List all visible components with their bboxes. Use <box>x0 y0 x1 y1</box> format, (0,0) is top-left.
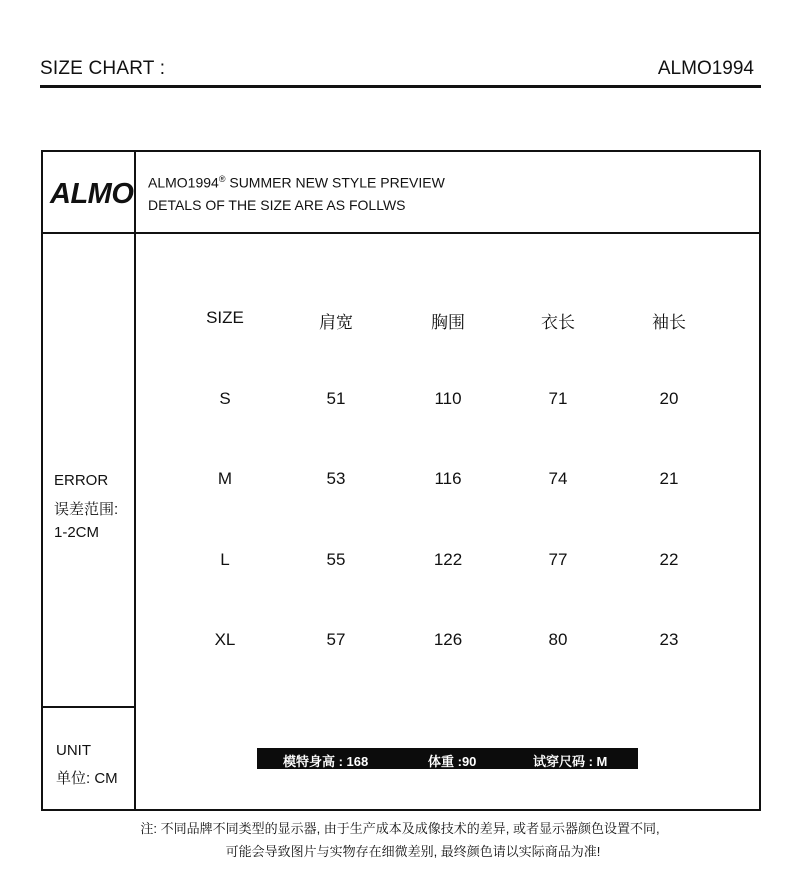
table-cell: 51 <box>326 389 346 408</box>
header-divider <box>40 85 761 88</box>
unit-label: UNIT <box>56 742 91 759</box>
table-cell: 57 <box>326 630 346 649</box>
disclaimer-line-1: 注: 不同品牌不同类型的显示器, 由于生产成本及成像技术的差异, 或者显示器颜色设置不同, <box>140 821 660 836</box>
table-cell: 122 <box>433 550 463 569</box>
model-size: 试穿尺码 : M <box>533 754 608 769</box>
brand-name: ALMO1994 <box>657 58 754 79</box>
model-info-bar <box>257 748 638 769</box>
table-cell: M <box>217 469 233 488</box>
disclaimer-line-2: 可能会导致图片与实物存在细微差别, 最终颜色请以实际商品为准! <box>225 844 601 859</box>
table-cell: 77 <box>548 550 568 569</box>
brand-logo: ALMO <box>50 178 134 210</box>
frame-vertical-divider <box>134 152 136 809</box>
table-cell: 116 <box>434 469 462 488</box>
table-cell: 53 <box>326 469 346 488</box>
frame-header-divider <box>43 232 759 234</box>
table-header-chest: 胸围 <box>431 313 465 332</box>
table-header-length: 衣长 <box>541 313 575 332</box>
table-header-shoulder: 肩宽 <box>319 313 353 332</box>
table-cell: 20 <box>659 389 679 408</box>
table-cell: 126 <box>433 630 463 649</box>
registered-mark: ® <box>218 174 226 184</box>
error-label: ERROR <box>54 472 109 489</box>
table-header-sleeve: 袖长 <box>652 313 686 332</box>
frame-unit-divider <box>43 706 135 708</box>
intro-brand: ALMO1994 <box>148 174 219 191</box>
intro-line-1 <box>148 174 445 191</box>
table-cell: 74 <box>548 469 568 488</box>
table-cell: 71 <box>548 389 568 408</box>
table-header-size: SIZE <box>206 308 244 327</box>
table-cell: 55 <box>326 550 346 569</box>
table-cell: L <box>220 550 230 569</box>
table-cell: 21 <box>659 469 679 488</box>
table-cell: S <box>219 389 231 408</box>
table-cell: 23 <box>659 630 679 649</box>
error-label-cn: 误差范围: <box>54 501 119 518</box>
intro-text: SUMMER NEW STYLE PREVIEW <box>225 174 445 191</box>
unit-value: 单位: CM <box>56 770 118 787</box>
intro-line-2: DETALS OF THE SIZE ARE AS FOLLWS <box>148 197 406 213</box>
table-cell: 110 <box>434 389 462 408</box>
page-title: SIZE CHART : <box>40 58 166 79</box>
table-cell: 80 <box>548 630 568 649</box>
table-cell: 22 <box>659 550 679 569</box>
table-cell: XL <box>214 630 236 649</box>
model-weight: 体重 :90 <box>428 754 477 769</box>
error-value: 1-2CM <box>54 524 100 541</box>
model-height: 模特身高 : 168 <box>283 754 369 769</box>
